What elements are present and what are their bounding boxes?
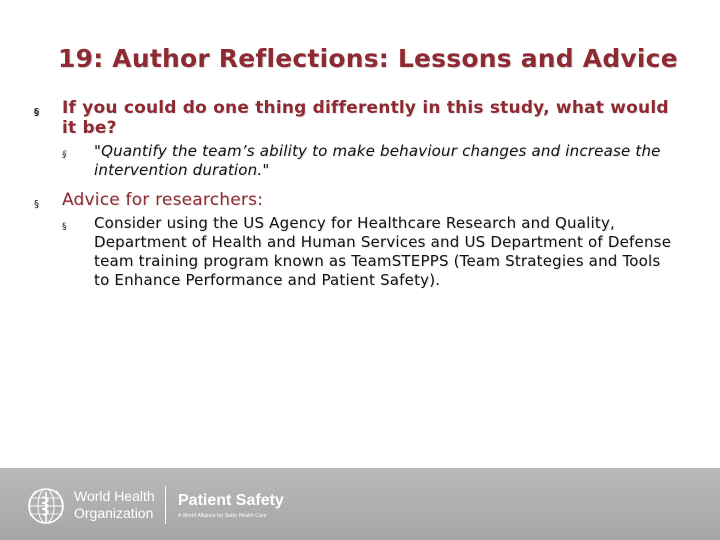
slide-title: 19: Author Reflections: Lessons and Advice	[58, 44, 678, 73]
sub-bullet-answer	[62, 142, 680, 180]
bullet-advice	[34, 190, 680, 210]
bullet-marker: §	[34, 107, 40, 118]
bullet-marker: §	[34, 199, 40, 210]
sub-bullet-marker: §	[62, 222, 67, 232]
slide-content	[34, 98, 680, 290]
footer-bar	[0, 468, 720, 540]
bullet-question-text: If you could do one thing differently in this study, what would it be?	[62, 98, 669, 138]
who-name-line2: Organization	[74, 505, 154, 521]
bullet-question	[34, 98, 680, 138]
sub-bullet-advice	[62, 214, 680, 290]
sub-bullet-answer-text: "Quantify the team’s ability to make behaviour changes and increase the intervention duration."	[94, 142, 661, 179]
sub-bullet-marker: §	[62, 150, 67, 160]
patient-safety-tagline: A World Alliance for Safer Health Care	[178, 513, 267, 519]
who-name-line1: World Health	[74, 488, 155, 504]
who-emblem-icon	[26, 486, 66, 526]
who-name	[74, 488, 155, 522]
footer-divider	[165, 486, 166, 524]
sub-bullet-advice-text: Consider using the US Agency for Healthcare Research and Quality, Department of Health and Human Services and US Department of Defense team training program known as TeamSTEPPS (Team Strategies and Tools to Enhance Performance and Patient Safety).	[94, 214, 672, 289]
patient-safety-title: Patient Safety	[178, 492, 284, 509]
bullet-advice-text: Advice for researchers:	[62, 190, 264, 210]
